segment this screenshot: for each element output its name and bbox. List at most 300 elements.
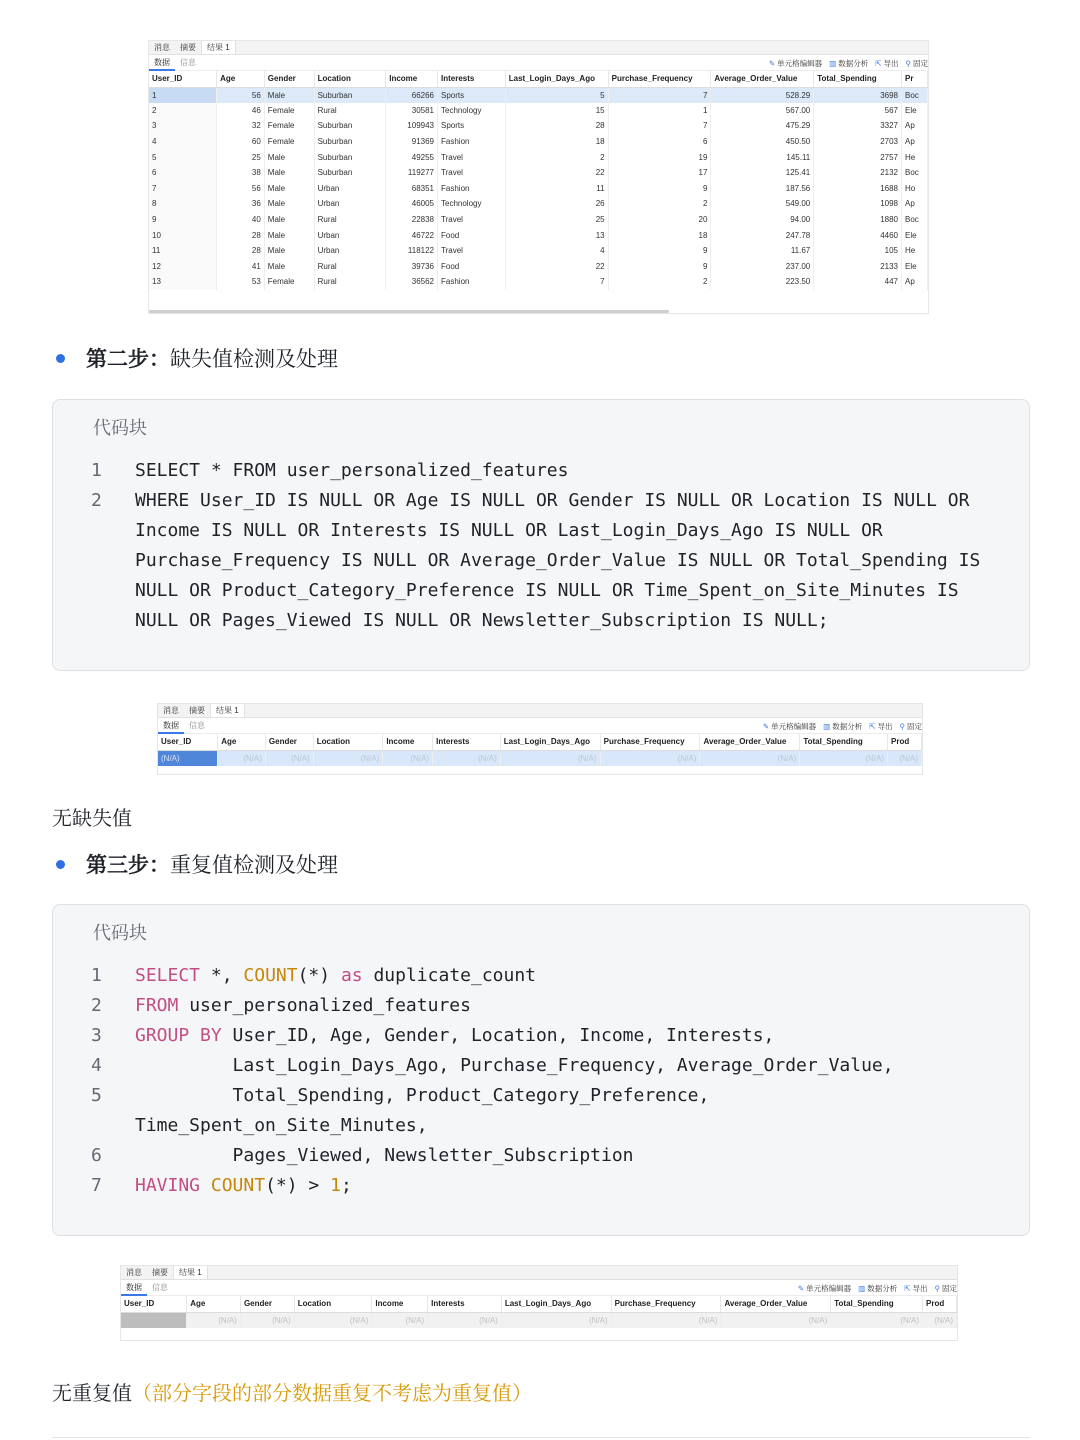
table-cell[interactable]: (N/A) [313, 750, 383, 766]
table-cell[interactable]: (N/A) [888, 750, 922, 766]
table-cell[interactable]: 53 [217, 274, 265, 290]
code-line [91, 1051, 894, 1081]
tab-result-1[interactable]: 结果 1 [210, 704, 245, 717]
column-header[interactable]: Purchase_Frequency [611, 1296, 721, 1312]
table-cell[interactable]: 3 [149, 118, 217, 134]
table-cell[interactable]: 447 [814, 274, 902, 290]
code-line [91, 1021, 894, 1051]
table-cell[interactable]: 46 [217, 103, 265, 119]
table-cell[interactable]: Urban [314, 181, 386, 197]
table-cell[interactable]: (N/A) [501, 1312, 611, 1328]
table-cell[interactable]: 7 [608, 87, 711, 103]
column-header[interactable]: Prod [888, 734, 922, 750]
line-number: 7 [91, 1175, 102, 1196]
data-analysis-label: 数据分析 [838, 58, 869, 68]
table-cell[interactable]: 9 [149, 212, 217, 228]
sql-text [200, 1175, 211, 1196]
column-header[interactable]: Last_Login_Days_Ago [505, 71, 608, 87]
table-cell[interactable]: 32 [217, 118, 265, 134]
table-row[interactable] [149, 181, 928, 197]
table-cell[interactable]: Food [438, 259, 506, 275]
table-cell[interactable]: (N/A) [700, 750, 800, 766]
table-cell[interactable]: 5 [505, 87, 608, 103]
table-cell[interactable]: (N/A) [187, 1312, 241, 1328]
table-row[interactable] [149, 118, 928, 134]
table-cell[interactable]: 7 [149, 181, 217, 197]
subtab-data[interactable]: 数据 [149, 55, 175, 71]
sql-number: 1 [330, 1175, 341, 1196]
table-cell[interactable]: 1688 [814, 181, 902, 197]
table-cell[interactable]: 105 [814, 243, 902, 259]
table-cell[interactable]: 94.00 [711, 212, 814, 228]
table-cell[interactable]: (N/A) [800, 750, 888, 766]
step2-label: 第二步： [86, 347, 170, 371]
table-cell[interactable]: (N/A) [611, 1312, 721, 1328]
table-cell[interactable]: Male [264, 149, 314, 165]
table-cell[interactable]: Urban [314, 196, 386, 212]
table-cell[interactable]: (N/A) [218, 750, 266, 766]
table-cell[interactable]: 26 [505, 196, 608, 212]
tab-summary[interactable]: 摘要 [180, 43, 196, 52]
column-header[interactable]: Gender [264, 71, 314, 87]
subtab-data[interactable]: 数据 [121, 1280, 147, 1296]
column-header[interactable]: Total_Spending [814, 71, 902, 87]
table-cell[interactable]: 2 [608, 274, 711, 290]
column-header[interactable]: Age [218, 734, 266, 750]
sql-text: *, [200, 965, 244, 986]
column-header[interactable]: Purchase_Frequency [608, 71, 711, 87]
code-text: NULL OR Product_Category_Preference IS NULL OR Time_Spent_on_Site_Minutes IS [135, 580, 959, 601]
export-label: 导出 [883, 58, 899, 68]
table-cell[interactable]: 6 [608, 134, 711, 150]
column-header[interactable]: User_ID [121, 1296, 187, 1312]
table-cell[interactable]: (N/A) [265, 750, 313, 766]
table-cell[interactable]: Ap [901, 196, 927, 212]
table-row[interactable] [149, 259, 928, 275]
table-cell[interactable]: 549.00 [711, 196, 814, 212]
table-cell[interactable]: 20 [608, 212, 711, 228]
table-cell[interactable]: 17 [608, 165, 711, 181]
table-cell[interactable]: 145.11 [711, 149, 814, 165]
code-line [91, 456, 980, 486]
table-cell[interactable]: 11.67 [711, 243, 814, 259]
table-cell[interactable]: 109943 [386, 118, 438, 134]
table-cell[interactable]: 5 [149, 149, 217, 165]
cell-editor-label: 单元格编辑器 [806, 1283, 852, 1293]
subtab-data[interactable]: 数据 [158, 718, 184, 734]
result-panel-sample [148, 40, 929, 314]
table-cell[interactable]: Female [264, 118, 314, 134]
table-cell[interactable]: Food [438, 227, 506, 243]
line-number: 2 [91, 490, 102, 511]
edit-icon: ✎ [762, 721, 770, 731]
pin-button[interactable] [935, 1283, 958, 1294]
table-cell[interactable]: 11 [149, 243, 217, 259]
table-cell[interactable]: 2757 [814, 149, 902, 165]
export-button[interactable] [904, 1283, 927, 1294]
tab-messages[interactable]: 消息 [126, 1268, 142, 1277]
table-cell[interactable]: 15 [505, 103, 608, 119]
tab-result-1[interactable]: 结果 1 [201, 41, 236, 54]
sub-tabs [121, 1280, 957, 1296]
code-line [91, 1111, 894, 1141]
table-cell[interactable]: 3327 [814, 118, 902, 134]
table-cell[interactable]: 567.00 [711, 103, 814, 119]
table-cell[interactable]: 567 [814, 103, 902, 119]
table-cell[interactable]: 1 [608, 103, 711, 119]
table-cell[interactable]: Rural [314, 259, 386, 275]
subtab-info[interactable]: 信息 [180, 57, 196, 67]
table-cell[interactable]: Ho [901, 181, 927, 197]
table-cell[interactable]: 25 [505, 212, 608, 228]
tab-summary[interactable]: 摘要 [189, 706, 205, 715]
table-cell[interactable]: Boc [901, 212, 927, 228]
table-cell[interactable]: Ap [901, 118, 927, 134]
table-cell[interactable]: Suburban [314, 134, 386, 150]
table-cell[interactable]: Boc [901, 87, 927, 103]
result-tabs [158, 704, 922, 718]
table-cell[interactable]: 247.78 [711, 227, 814, 243]
column-header[interactable]: Last_Login_Days_Ago [501, 1296, 611, 1312]
table-cell[interactable]: 12 [149, 259, 217, 275]
table-cell[interactable]: 25 [217, 149, 265, 165]
table-row[interactable] [149, 227, 928, 243]
tab-summary[interactable]: 摘要 [152, 1268, 168, 1277]
step3-label: 第三步： [86, 853, 170, 877]
export-label: 导出 [877, 721, 893, 731]
table-cell[interactable]: Male [264, 196, 314, 212]
code-block-caption: 代码块 [93, 923, 147, 944]
table-row[interactable] [149, 196, 928, 212]
cell-editor-label: 单元格编辑器 [771, 721, 817, 731]
table-cell[interactable]: Travel [438, 243, 506, 259]
table-cell[interactable]: Female [264, 103, 314, 119]
table-cell[interactable]: (N/A) [500, 750, 600, 766]
table-cell[interactable]: 118122 [386, 243, 438, 259]
column-header[interactable]: Interests [428, 1296, 502, 1312]
table-cell[interactable]: 18 [505, 134, 608, 150]
data-analysis-label: 数据分析 [867, 1283, 898, 1293]
line-number [91, 1111, 135, 1141]
edit-icon: ✎ [797, 1283, 805, 1293]
code-block-null-check[interactable] [52, 399, 1030, 671]
table-cell[interactable]: (N/A) [383, 750, 433, 766]
column-header[interactable]: Interests [438, 71, 506, 87]
line-number: 3 [91, 1025, 102, 1046]
table-cell[interactable]: 2132 [814, 165, 902, 181]
table-cell[interactable]: 1098 [814, 196, 902, 212]
table-cell[interactable]: Male [264, 227, 314, 243]
table-cell[interactable]: Male [264, 212, 314, 228]
column-header[interactable]: Gender [240, 1296, 294, 1312]
table-cell[interactable]: Ele [901, 103, 927, 119]
table-cell[interactable]: Ap [901, 134, 927, 150]
column-header[interactable]: User_ID [158, 734, 218, 750]
table-cell[interactable]: Fashion [438, 274, 506, 290]
table-row[interactable] [149, 149, 928, 165]
horizontal-scrollbar[interactable] [149, 310, 669, 313]
table-cell[interactable]: 237.00 [711, 259, 814, 275]
table-cell[interactable]: 3698 [814, 87, 902, 103]
export-icon: ⇱ [869, 721, 876, 731]
table-cell[interactable]: Male [264, 87, 314, 103]
export-button[interactable] [875, 58, 898, 69]
table-cell[interactable]: 30581 [386, 103, 438, 119]
table-cell[interactable]: 28 [217, 227, 265, 243]
table-cell[interactable]: Male [264, 165, 314, 181]
table-cell[interactable]: Rural [314, 274, 386, 290]
column-header[interactable]: Location [314, 71, 386, 87]
result-panel-null-check [157, 703, 923, 775]
table-cell[interactable]: 2 [608, 196, 711, 212]
chart-icon: ▥ [858, 1283, 866, 1293]
table-cell[interactable]: 528.29 [711, 87, 814, 103]
table-cell[interactable]: 49255 [386, 149, 438, 165]
step2-title: 缺失值检测及处理 [170, 347, 338, 371]
table-cell[interactable]: He [901, 149, 927, 165]
table-cell[interactable]: Sports [438, 87, 506, 103]
table-cell[interactable]: 28 [505, 118, 608, 134]
table-cell[interactable]: 9 [608, 259, 711, 275]
table-cell[interactable]: Urban [314, 227, 386, 243]
table-cell[interactable]: 7 [505, 274, 608, 290]
table-cell[interactable]: 9 [608, 181, 711, 197]
table-cell[interactable]: Ap [901, 274, 927, 290]
tab-result-1[interactable]: 结果 1 [173, 1266, 208, 1279]
table-cell[interactable]: 38 [217, 165, 265, 181]
table-cell[interactable]: (N/A) [600, 750, 700, 766]
table-cell[interactable]: 450.50 [711, 134, 814, 150]
code-line [91, 1171, 894, 1201]
table-cell[interactable]: Male [264, 243, 314, 259]
table-row[interactable] [149, 243, 928, 259]
code-text [135, 1141, 634, 1171]
sub-tabs [158, 718, 922, 734]
table-cell[interactable]: 36562 [386, 274, 438, 290]
column-header[interactable]: Average_Order_Value [711, 71, 814, 87]
table-cell[interactable]: 60 [217, 134, 265, 150]
code-line [91, 546, 980, 576]
table-cell[interactable]: 4 [505, 243, 608, 259]
table-cell[interactable]: 46722 [386, 227, 438, 243]
code-line [91, 606, 980, 636]
pin-icon: ⚲ [934, 1283, 940, 1293]
table-cell[interactable]: 19 [608, 149, 711, 165]
table-cell[interactable]: 4 [149, 134, 217, 150]
table-cell[interactable]: (N/A) [433, 750, 501, 766]
table-cell[interactable]: Rural [314, 103, 386, 119]
table-cell[interactable]: 41 [217, 259, 265, 275]
table-row[interactable] [149, 87, 928, 103]
pin-label: 固定 [907, 721, 922, 731]
table-cell[interactable]: Ele [901, 259, 927, 275]
table-cell[interactable]: 22 [505, 259, 608, 275]
table-cell[interactable]: 18 [608, 227, 711, 243]
toolbar [763, 718, 922, 734]
table-cell[interactable] [121, 1312, 187, 1328]
column-header[interactable]: Location [313, 734, 383, 750]
table-cell[interactable]: Suburban [314, 118, 386, 134]
table-cell[interactable]: Ele [901, 227, 927, 243]
table-cell[interactable]: (N/A) [831, 1312, 923, 1328]
table-cell[interactable]: (N/A) [372, 1312, 428, 1328]
table-cell[interactable]: Rural [314, 212, 386, 228]
code-text [135, 991, 471, 1021]
column-header[interactable]: Purchase_Frequency [600, 734, 700, 750]
code-lines [91, 456, 980, 636]
table-cell[interactable]: 28 [217, 243, 265, 259]
table-cell[interactable]: Suburban [314, 149, 386, 165]
column-header[interactable]: Average_Order_Value [721, 1296, 831, 1312]
table-cell[interactable]: Travel [438, 165, 506, 181]
column-header[interactable]: Total_Spending [800, 734, 888, 750]
table-cell[interactable]: 2 [505, 149, 608, 165]
code-text: NULL OR Pages_Viewed IS NULL OR Newsletter_Subscription IS NULL; [135, 610, 829, 631]
table-cell[interactable]: 46005 [386, 196, 438, 212]
data-analysis-button[interactable] [829, 58, 868, 69]
table-cell[interactable]: 10 [149, 227, 217, 243]
table-cell[interactable]: 13 [505, 227, 608, 243]
column-header[interactable]: Prod [923, 1296, 957, 1312]
table-cell[interactable]: He [901, 243, 927, 259]
column-header[interactable]: Location [294, 1296, 372, 1312]
cell-editor-button[interactable] [769, 58, 822, 69]
pin-button[interactable] [906, 58, 929, 69]
table-cell[interactable]: 11 [505, 181, 608, 197]
result-table [121, 1296, 957, 1328]
table-row[interactable] [149, 274, 928, 290]
table-cell[interactable]: (N/A) [923, 1312, 957, 1328]
table-cell[interactable]: 68351 [386, 181, 438, 197]
table-cell[interactable]: 66266 [386, 87, 438, 103]
subtab-info[interactable]: 信息 [152, 1282, 168, 1292]
column-header[interactable]: Income [383, 734, 433, 750]
table-cell[interactable]: 56 [217, 181, 265, 197]
table-cell[interactable]: 56 [217, 87, 265, 103]
table-cell[interactable]: (N/A) [158, 750, 218, 766]
sql-text: duplicate_count [362, 965, 537, 986]
table-cell[interactable]: 22838 [386, 212, 438, 228]
table-cell[interactable]: 119277 [386, 165, 438, 181]
column-header[interactable]: Last_Login_Days_Ago [500, 734, 600, 750]
bullet-icon [56, 354, 65, 363]
table-cell[interactable]: 36 [217, 196, 265, 212]
table-cell[interactable]: Technology [438, 103, 506, 119]
table-row[interactable] [149, 103, 928, 119]
table-cell[interactable]: Fashion [438, 181, 506, 197]
code-text [135, 961, 536, 991]
table-cell[interactable]: Female [264, 274, 314, 290]
table-cell[interactable]: 2 [149, 103, 217, 119]
table-cell[interactable]: 9 [608, 243, 711, 259]
table-cell[interactable]: 7 [608, 118, 711, 134]
table-row[interactable] [149, 212, 928, 228]
edit-icon: ✎ [768, 58, 776, 68]
table-cell[interactable]: (N/A) [721, 1312, 831, 1328]
column-header[interactable]: Age [187, 1296, 241, 1312]
table-cell[interactable]: Sports [438, 118, 506, 134]
table-cell[interactable]: 125.41 [711, 165, 814, 181]
table-cell[interactable]: 223.50 [711, 274, 814, 290]
table-cell[interactable]: Boc [901, 165, 927, 181]
line-number: 2 [91, 995, 102, 1016]
tab-messages[interactable]: 消息 [154, 43, 170, 52]
table-cell[interactable]: 13 [149, 274, 217, 290]
table-cell[interactable]: 2703 [814, 134, 902, 150]
code-line [91, 991, 894, 1021]
sql-keyword: SELECT [135, 965, 201, 986]
table-cell[interactable]: Suburban [314, 87, 386, 103]
subtab-info[interactable]: 信息 [189, 720, 205, 730]
table-cell[interactable]: Male [264, 181, 314, 197]
table-cell[interactable]: Urban [314, 243, 386, 259]
code-text: WHERE User_ID IS NULL OR Age IS NULL OR Gender IS NULL OR Location IS NULL OR [135, 490, 970, 511]
table-cell[interactable]: (N/A) [294, 1312, 372, 1328]
table-cell[interactable]: 187.56 [711, 181, 814, 197]
pin-button[interactable] [900, 721, 923, 732]
table-cell[interactable]: 1 [149, 87, 217, 103]
column-header[interactable]: Total_Spending [831, 1296, 923, 1312]
sub-tabs [149, 55, 928, 71]
column-header[interactable]: Income [386, 71, 438, 87]
table-cell[interactable]: Travel [438, 149, 506, 165]
export-button[interactable] [869, 721, 892, 732]
table-cell[interactable]: (N/A) [240, 1312, 294, 1328]
table-cell[interactable]: 475.29 [711, 118, 814, 134]
table-cell[interactable]: Travel [438, 212, 506, 228]
table-cell[interactable]: Suburban [314, 165, 386, 181]
data-analysis-button[interactable] [858, 1283, 897, 1294]
tab-messages[interactable]: 消息 [163, 706, 179, 715]
code-text [135, 1051, 894, 1081]
cell-editor-button[interactable] [763, 721, 816, 732]
result-table [149, 71, 928, 290]
column-header[interactable]: Pr [901, 71, 927, 87]
table-cell[interactable]: (N/A) [428, 1312, 502, 1328]
column-header[interactable]: User_ID [149, 71, 217, 87]
table-cell[interactable]: 40 [217, 212, 265, 228]
table-cell[interactable]: Technology [438, 196, 506, 212]
table-cell[interactable]: 2133 [814, 259, 902, 275]
column-header[interactable]: Income [372, 1296, 428, 1312]
cell-editor-button[interactable] [798, 1283, 851, 1294]
table-cell[interactable]: 91369 [386, 134, 438, 150]
column-header[interactable]: Age [217, 71, 265, 87]
table-cell[interactable]: 8 [149, 196, 217, 212]
table-cell[interactable]: 6 [149, 165, 217, 181]
code-lines [91, 961, 894, 1201]
table-cell[interactable]: 4460 [814, 227, 902, 243]
sql-text: user_personalized_features [178, 995, 471, 1016]
column-header[interactable]: Gender [265, 734, 313, 750]
code-line [91, 961, 894, 991]
export-label: 导出 [912, 1283, 928, 1293]
column-header[interactable]: Interests [433, 734, 501, 750]
column-header[interactable]: Average_Order_Value [700, 734, 800, 750]
data-analysis-button[interactable] [823, 721, 862, 732]
code-block-caption: 代码块 [93, 418, 147, 439]
table-cell[interactable]: Fashion [438, 134, 506, 150]
table-cell[interactable]: 1880 [814, 212, 902, 228]
table-cell[interactable]: 39736 [386, 259, 438, 275]
table-row[interactable] [149, 165, 928, 181]
export-icon: ⇱ [904, 1283, 911, 1293]
code-block-duplicate-check[interactable] [52, 904, 1030, 1236]
table-cell[interactable]: 22 [505, 165, 608, 181]
table-cell[interactable]: Male [264, 259, 314, 275]
table-row[interactable] [149, 134, 928, 150]
table-cell[interactable]: Female [264, 134, 314, 150]
